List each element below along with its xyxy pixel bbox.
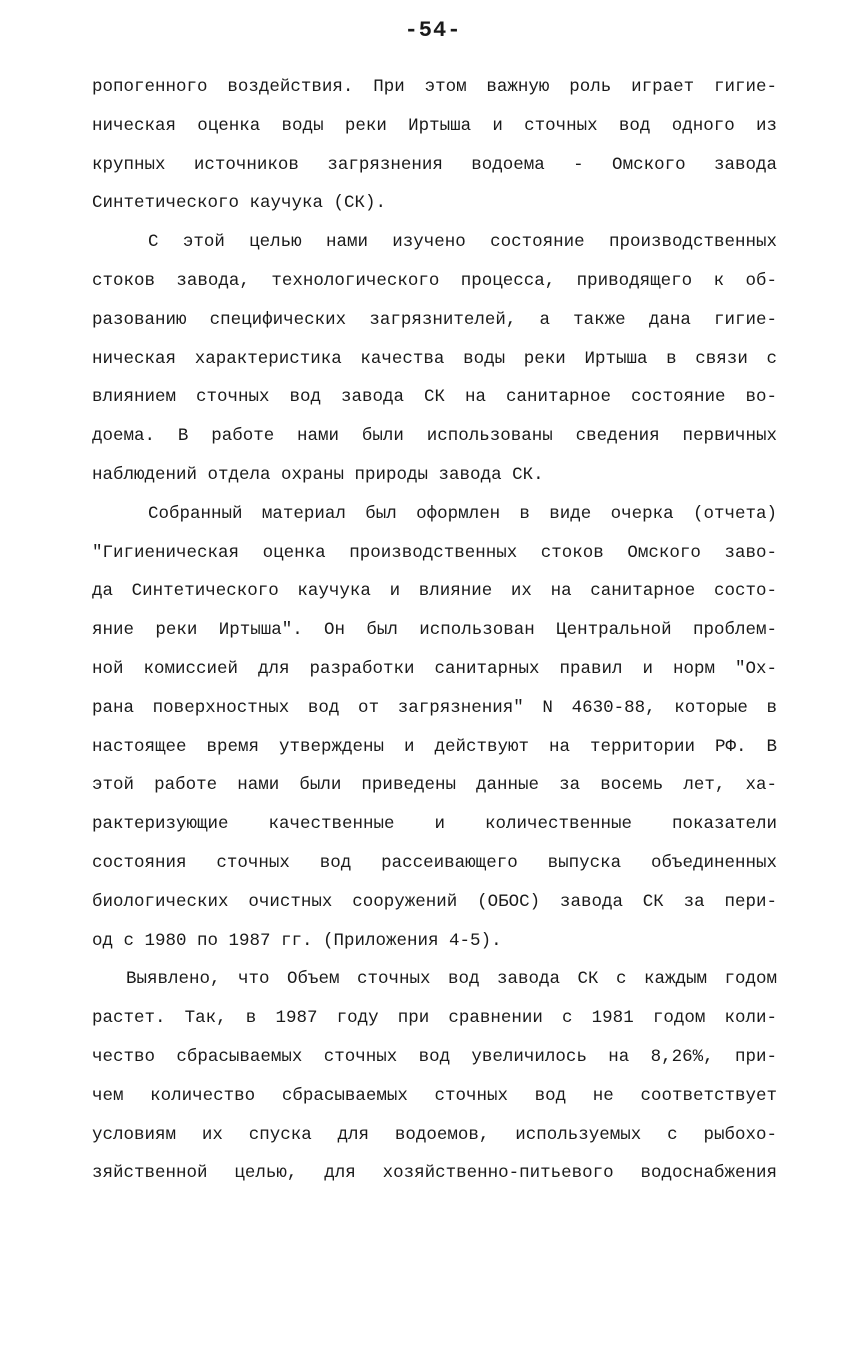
- page-number: -54-: [404, 18, 462, 43]
- document-body: [92, 68, 777, 1193]
- text-line: разованию специфических загрязнителей, а также дана гигие-: [92, 309, 777, 330]
- text-line: "Гигиеническая оценка производственных стоков Омского заво-: [92, 542, 777, 563]
- text-line: рактеризующие качественные и количественные показатели: [92, 814, 777, 835]
- text-line: состояния сточных вод рассеивающего выпуска объединенных: [92, 852, 777, 873]
- text-line: Собранный материал был оформлен в виде очерка (отчета): [148, 503, 777, 524]
- text-line: чем количество сбрасываемых сточных вод не соответствует: [92, 1085, 777, 1106]
- text-line: Выявлено, что Объем сточных вод завода СК с каждым годом: [126, 969, 777, 990]
- paragraph-2: [92, 223, 777, 495]
- text-line: ропогенного воздействия. При этом важную роль играет гигие-: [92, 77, 777, 97]
- text-line: зяйственной целью, для хозяйственно-питьевого водоснабжения: [92, 1163, 777, 1184]
- text-line: условиям их спуска для водоемов, используемых с рыбохо-: [92, 1124, 777, 1145]
- paragraph-3: [92, 495, 777, 961]
- paragraph-4: [92, 960, 777, 1193]
- text-line: чество сбрасываемых сточных вод увеличилось на 8,26%, при-: [92, 1046, 777, 1067]
- text-line: доема. В работе нами были использованы сведения первичных: [92, 426, 777, 447]
- text-line: растет. Так, в 1987 году при сравнении с 1981 годом коли-: [92, 1008, 777, 1029]
- text-line: ническая характеристика качества воды реки Иртыша в связи с: [92, 348, 777, 369]
- paragraph-1: [92, 68, 777, 223]
- text-line: биологических очистных сооружений (ОБОС) завода СК за пери-: [92, 891, 777, 912]
- text-line: С этой целью нами изучено состояние производственных: [148, 232, 777, 253]
- text-line: ническая оценка воды реки Иртыша и сточных вод одного из: [92, 115, 777, 136]
- text-line: этой работе нами были приведены данные за восемь лет, ха-: [92, 775, 777, 796]
- text-line: яние реки Иртыша". Он был использован Центральной проблем-: [92, 620, 777, 641]
- text-line: влиянием сточных вод завода СК на санитарное состояние во-: [92, 387, 777, 408]
- text-line: стоков завода, технологического процесса, приводящего к об-: [92, 270, 777, 291]
- text-line: наблюдений отдела охраны природы завода СК.: [92, 464, 544, 485]
- text-line: од с 1980 по 1987 гг. (Приложения 4-5).: [92, 930, 502, 951]
- text-line: настоящее время утверждены и действуют на территории РФ. В: [92, 736, 777, 757]
- text-line: рана поверхностных вод от загрязнения" N 4630-88, которые в: [92, 697, 777, 718]
- text-line: ной комиссией для разработки санитарных правил и норм "Ох-: [92, 658, 777, 679]
- text-line: Синтетического каучука (СК).: [92, 193, 387, 214]
- text-line: крупных источников загрязнения водоема - Омского завода: [92, 154, 777, 175]
- text-line: да Синтетического каучука и влияние их на санитарное состо-: [92, 581, 777, 602]
